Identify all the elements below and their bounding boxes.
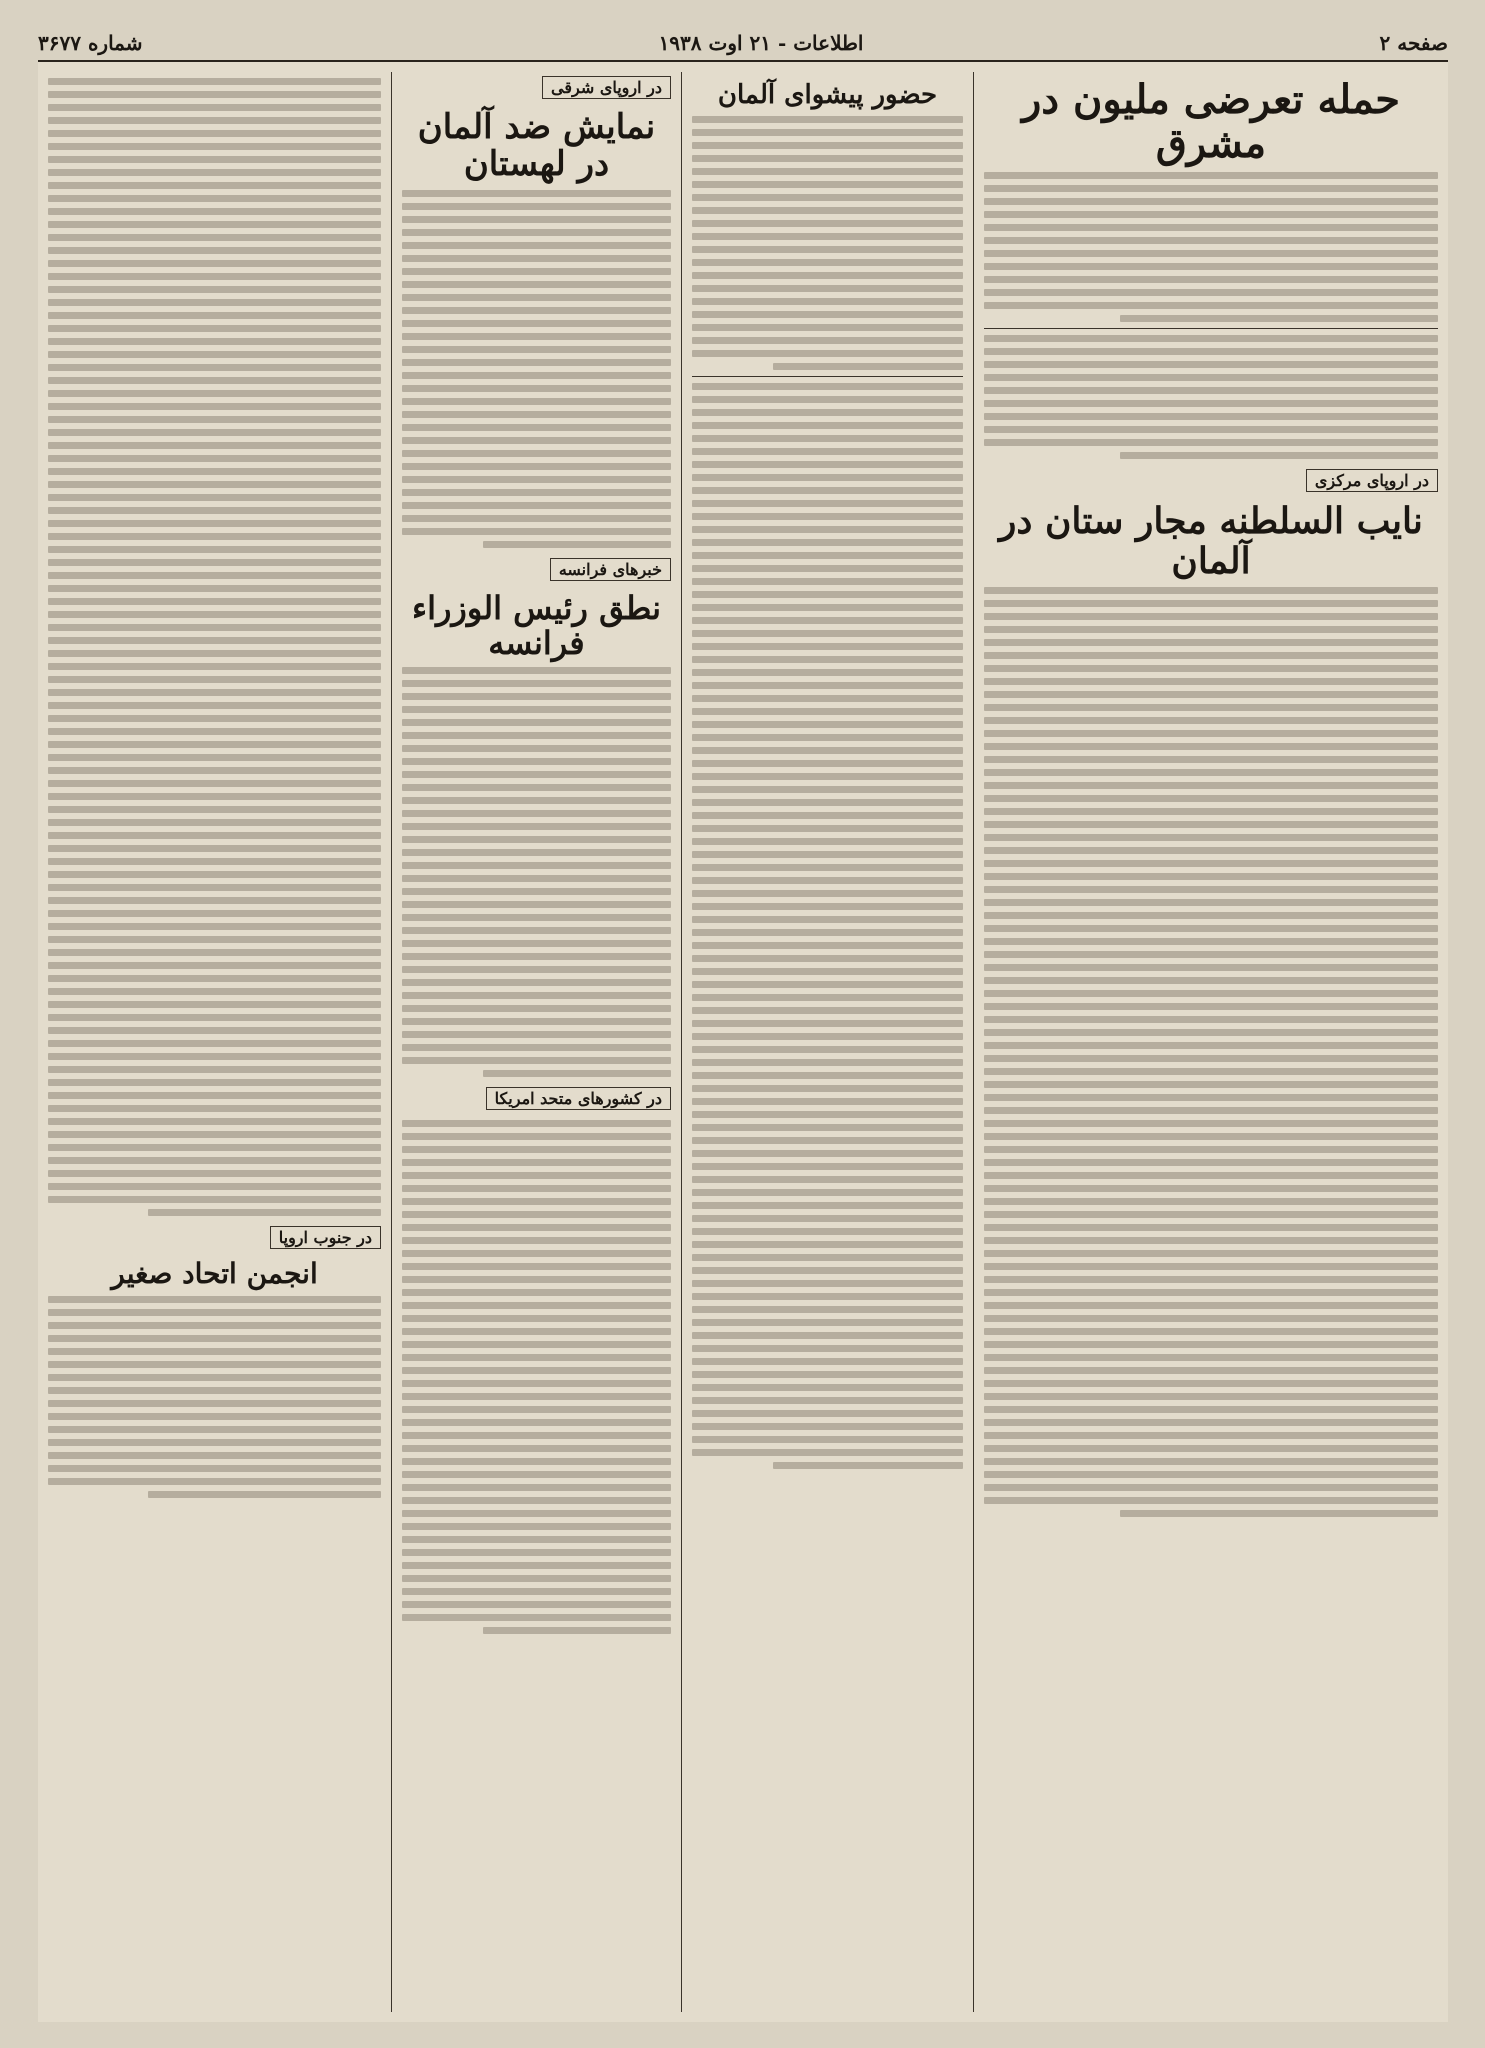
- issue-number: شماره ۳۶۷۷: [38, 31, 143, 55]
- article-body: [48, 1296, 381, 1498]
- article-body: [402, 667, 671, 1077]
- column-3: [391, 72, 681, 2012]
- column-2: [681, 72, 973, 2012]
- masthead: [38, 28, 1448, 58]
- headline-regent-hungary: نایب السلطنه مجار ستان در آلمان: [999, 500, 1423, 582]
- article-body: [692, 116, 963, 370]
- section-label-southern-europe: در جنوب اروپا: [270, 1226, 381, 1249]
- column-4: [38, 72, 391, 2012]
- newspaper-page: [38, 60, 1448, 2022]
- article-body: [984, 587, 1438, 1517]
- article-body: [402, 190, 671, 548]
- headline-french-premier-speech: نطق رئیس الوزراء فرانسه: [412, 588, 661, 662]
- newspaper-date: اطلاعات - ۲۱ اوت ۱۹۳۸: [658, 31, 864, 55]
- section-label-eastern-europe: در اروپای شرقی: [542, 76, 671, 99]
- article-body: [48, 78, 381, 1216]
- headline-leader-presence: حضور پیشوای آلمان: [717, 80, 938, 110]
- article-body: [984, 172, 1438, 322]
- section-label-united-states: در کشورهای متحد امریکا: [486, 1087, 671, 1110]
- column-1: [973, 72, 1448, 2012]
- headline-offensive: حمله تعرضی ملیون در مشرق: [1021, 76, 1401, 167]
- article-body: [692, 383, 963, 1469]
- headline-anti-german-poland: نمایش ضد آلمان در لهستان: [417, 107, 656, 185]
- section-label-central-europe: در اروپای مرکزی: [1306, 469, 1438, 492]
- article-body: [402, 1120, 671, 1634]
- headline-little-entente: انجمن اتحاد صغیر: [111, 1257, 318, 1290]
- article-body: [984, 335, 1438, 459]
- page-number: صفحه ۲: [1379, 31, 1448, 55]
- section-label-france-news: خبرهای فرانسه: [550, 558, 671, 581]
